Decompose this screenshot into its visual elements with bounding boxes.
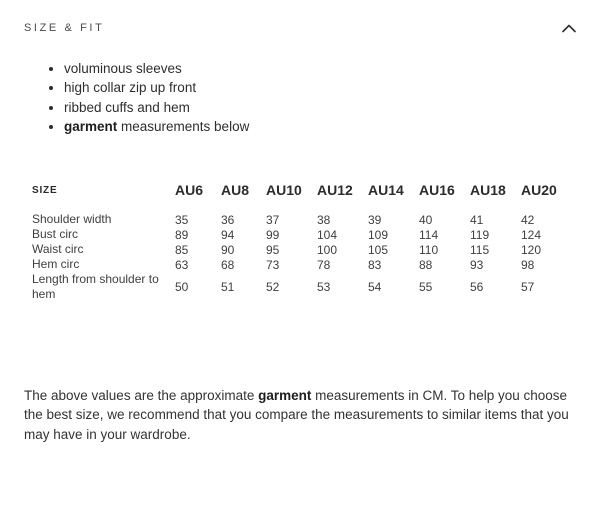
size-column-au18: AU18: [470, 182, 506, 199]
measurement-value: 39: [368, 212, 382, 227]
measurement-value: 54: [368, 280, 382, 295]
measurement-value: 105: [368, 242, 389, 257]
measurement-value: 41: [470, 212, 484, 227]
measurement-value: 100: [317, 242, 338, 257]
measurement-value: 85: [175, 242, 189, 257]
measurement-value: 56: [470, 280, 484, 295]
size-column-au6: AU6: [175, 182, 204, 199]
measurement-value: 98: [521, 257, 535, 272]
measurement-value: 73: [266, 257, 280, 272]
measurement-value: 51: [221, 280, 235, 295]
measurement-value: 37: [266, 212, 280, 227]
section-title: SIZE & FIT: [24, 22, 105, 34]
table-row: [32, 272, 572, 302]
measurement-value: 89: [175, 227, 189, 242]
measurement-value: 119: [470, 227, 490, 242]
feature-item-3: • garment measurements below: [64, 117, 604, 136]
measurement-value: 53: [317, 280, 331, 295]
measurement-value: 63: [175, 257, 189, 272]
measurement-value: 110: [419, 242, 439, 257]
measurement-value: 78: [317, 257, 331, 272]
measurement-value: 93: [470, 257, 484, 272]
size-column-au12: AU12: [317, 182, 353, 199]
measurement-value: 42: [521, 212, 535, 227]
measurement-value: 99: [266, 227, 280, 242]
table-row: [32, 257, 572, 272]
measurement-value: 114: [419, 227, 439, 242]
feature-item-0: • voluminous sleeves: [64, 59, 604, 78]
feature-item-bold: garment: [64, 118, 118, 134]
table-row: [32, 227, 572, 242]
size-column-label: SIZE: [32, 184, 58, 196]
row-label: Length from shoulder to hem: [32, 272, 159, 302]
measurement-value: 52: [266, 280, 280, 295]
size-table: [32, 182, 572, 302]
row-label: Bust circ: [32, 227, 79, 242]
row-label: Waist circ: [32, 242, 84, 257]
table-row: [32, 242, 572, 257]
row-label: Hem circ: [32, 257, 80, 272]
note-bold-garment: garment: [258, 388, 312, 404]
measurement-value: 104: [317, 227, 338, 242]
measurement-value: 109: [368, 227, 389, 242]
size-column-au16: AU16: [419, 182, 455, 199]
measurement-note: [24, 386, 580, 444]
note-text-before: The above values are the approximate: [24, 388, 259, 404]
size-table-header-row: [32, 182, 572, 212]
measurement-value: 115: [470, 242, 490, 257]
measurement-value: 38: [317, 212, 331, 227]
measurement-value: 90: [221, 242, 235, 257]
feature-list: [0, 59, 604, 136]
measurement-value: 124: [521, 227, 542, 242]
measurement-value: 120: [521, 242, 542, 257]
measurement-value: 68: [221, 257, 235, 272]
measurement-value: 55: [419, 280, 433, 295]
measurement-value: 36: [221, 212, 235, 227]
measurement-value: 50: [175, 280, 189, 295]
measurement-value: 88: [419, 257, 433, 272]
measurement-value: 35: [175, 212, 189, 227]
measurement-value: 83: [368, 257, 382, 272]
measurement-value: 94: [221, 227, 235, 242]
measurement-value: 57: [521, 280, 535, 295]
chevron-up-icon[interactable]: [562, 24, 576, 33]
size-column-au20: AU20: [521, 182, 557, 199]
feature-item-2: • ribbed cuffs and hem: [64, 98, 604, 117]
note-text-after: measurements in CM. To help you choose the best size, we recommend that you compare the measurements to similar items that you may have in your wardrobe.: [24, 388, 569, 442]
size-fit-accordion-header[interactable]: [0, 0, 604, 34]
table-row: [32, 212, 572, 227]
size-column-au14: AU14: [368, 182, 404, 199]
measurement-value: 40: [419, 212, 433, 227]
size-column-au8: AU8: [221, 182, 250, 199]
measurement-value: 95: [266, 242, 280, 257]
size-column-au10: AU10: [266, 182, 302, 199]
feature-item-1: • high collar zip up front: [64, 78, 604, 97]
row-label: Shoulder width: [32, 212, 112, 227]
